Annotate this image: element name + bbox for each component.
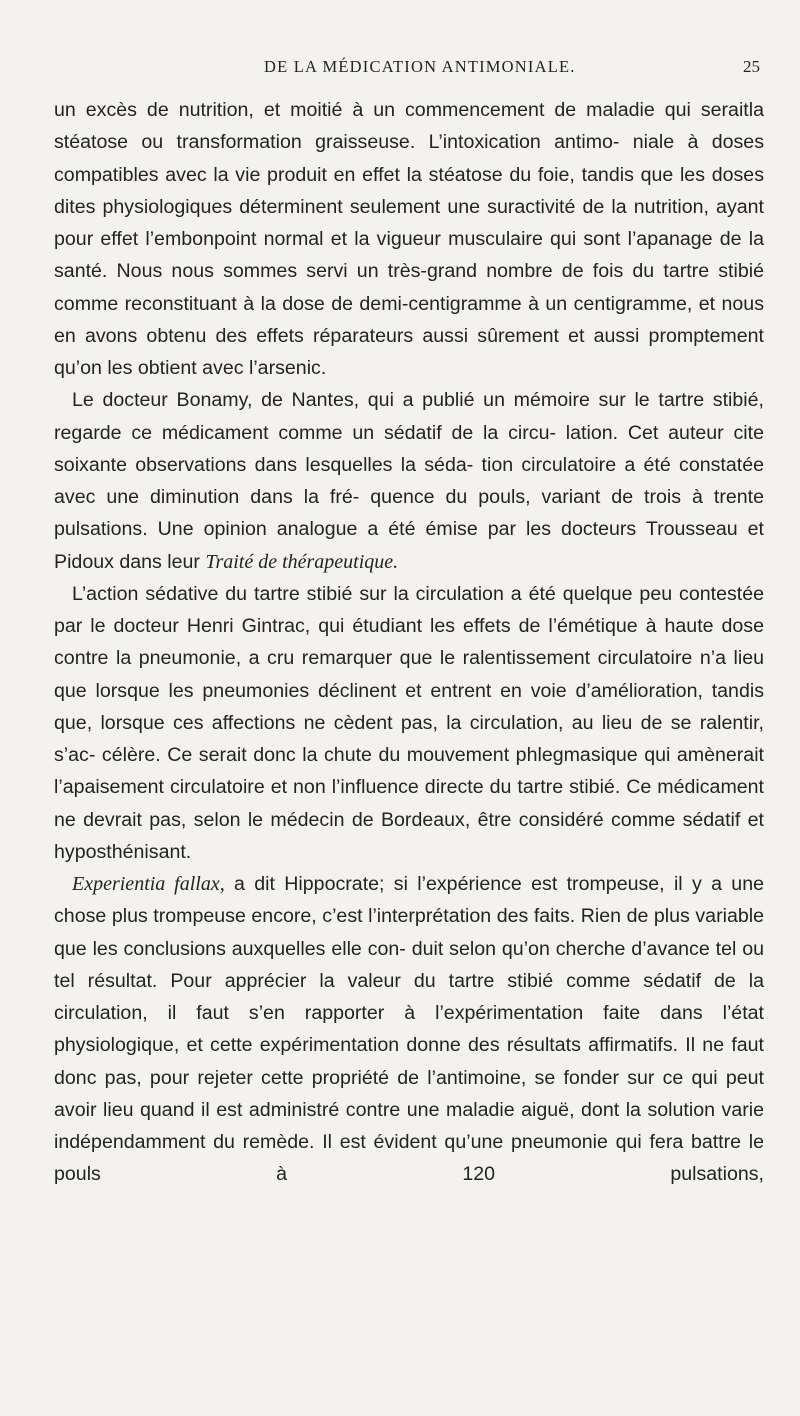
body-text xyxy=(54,94,764,1191)
paragraph-2 xyxy=(54,384,764,578)
latin-quotation: Experientia fallax, xyxy=(72,873,225,895)
paragraph-2-text: Le docteur Bonamy, de Nantes, qui a publié un mémoire sur le tartre stibié, regarde ce médicament comme un sédatif de la circu- lation. Cet auteur cite soixante observations dans lesquelles la séda- tion circulatoire a été constatée avec une diminution dans la fré- quence du pouls, variant de trois à trente pulsations. Une opinion analogue a été émise par les docteurs Trousseau et Pidoux dans leur xyxy=(54,389,764,573)
book-title-reference: Traité de thérapeutique. xyxy=(205,550,399,573)
paragraph-1: un excès de nutrition, et moitié à un commencement de maladie qui seraitla stéatose ou transformation graisseuse. L’intoxication antimo- niale à doses compatibles avec la vie produit en effet la stéatose du foie, tandis que les doses dites physiologiques déterminent seulement une suractivité de la nutrition, ayant pour effet l’embonpoint normal et la vigueur musculaire qui sont l’apanage de la santé. Nous nous sommes servi un très-grand nombre de fois du tartre stibié comme reconstituant à la dose de demi-centigramme à un centigramme, et nous en avons obtenu des effets réparateurs aussi sûrement et aussi promptement qu’on les obtient avec l’arsenic. xyxy=(54,99,764,379)
paragraph-4 xyxy=(54,868,764,1191)
running-title: DE LA MÉDICATION ANTIMONIALE. xyxy=(264,57,576,76)
page-number: 25 xyxy=(743,57,760,76)
paragraph-4-text: a dit Hippocrate; si l’expérience est trompeuse, il y a une chose plus trompeuse encore, c’est l’interprétation des faits. Rien de plus variable que les conclusions auxquelles elle con- duit selon qu’on cherche d’avance tel ou tel résultat. Pour apprécier la valeur du tartre stibié comme sédatif de la circulation, il faut s’en rapporter à l’expérimentation faite dans l’état physiologique, et cette expérimentation donne des résultats affirmatifs. Il ne faut donc pas, pour rejeter cette propriété de l’antimoine, se fonder sur ce qui peut avoir lieu quand il est administré contre une maladie aiguë, dont la solution varie indépendamment du remède. Il est évident qu’une pneumonie qui fera battre le pouls à 120 pulsations, xyxy=(54,873,764,1186)
paragraph-3: L’action sédative du tartre stibié sur la circulation a été quelque peu contestée par le docteur Henri Gintrac, qui étudiant les effets de l’émétique à haute dose contre la pneumonie, a cru remarquer que le ralentissement circulatoire n’a lieu que lorsque les pneumonies déclinent et entrent en voie d’amélioration, tandis que, lorsque ces affections ne cèdent pas, la circulation, au lieu de se ralentir, s’ac- célère. Ce serait donc la chute du mouvement phlegmasique qui amènerait l’apaisement circulatoire et non l’influence directe du tartre stibié. Ce médicament ne devrait pas, selon le médecin de Bordeaux, être considéré comme sédatif et hyposthénisant. xyxy=(54,582,764,863)
running-head xyxy=(0,57,800,79)
